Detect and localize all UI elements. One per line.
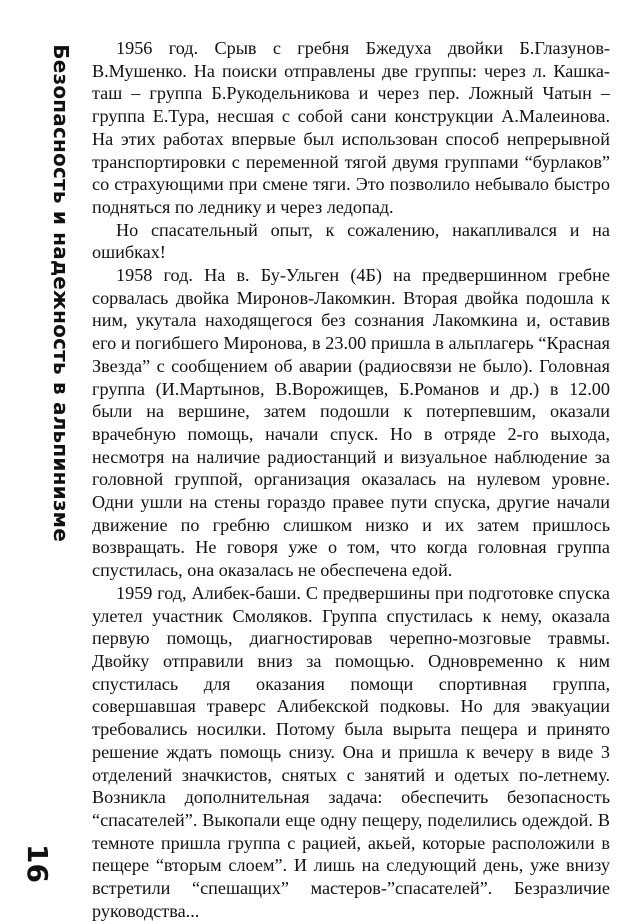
body-text xyxy=(92,37,610,922)
paragraph: 1956 год. Срыв с гребня Бжедуха двойки Б.Глазунов-В.Мушенко. На поиски отправлены две группы: через л. Кашка-таш – группа Б.Рукодельникова и через пер. Ложный Чатын – группа Е.Тура, несшая с собой сани конструкции А.Малеинова. На этих работах впервые был использован способ непрерывной транспортировки с переменной тягой двумя группами “бурлаков” со страхующими при смене тяги. Это позволило небывало быстро подняться по леднику и через ледопад. xyxy=(92,38,610,217)
paragraph: Но спасательный опыт, к сожалению, накапливался и на ошибках! xyxy=(92,219,610,263)
paragraph: 1959 год, Алибек-баши. С предвершины при подготовке спуска улетел участник Смоляков. Группа спустилась к нему, оказала первую помощь, диагностировав черепно-мозговые травмы. Двойку отправили вниз за помощью. Одновременно к ним спустилась для оказания помощи спортивная группа, совершавшая траверс Алибекской подковы. Но для эвакуации требовались носилки. Потому была вырыта пещера и принято решение ждать помощь снизу. Она и пришла к вечеру в виде 3 отделений значкистов, снятых с занятий и одетых по-летнему. Возникла дополнительная задача: обеспечить безопасность “спасателей”. Выкопали еще одну пещеру, поделились одеждой. В темноте пришла группа с рацией, акьей, которые расположили в пещере “вторым слоем”. И лишь на следующий день, уже внизу встретили “спешащих” мастеров-”спасателей”. Безразличие руководства... xyxy=(92,582,610,921)
section-title: Безопасность и надежность в альпинизме xyxy=(49,44,73,542)
page-number: 16 xyxy=(21,844,54,883)
paragraph: 1958 год. На в. Бу-Ульген (4Б) на предвершинном гребне сорвалась двойка Миронов-Лакомкин. Вторая двойка подошла к ним, укутала находящегося без сознания Лакомкина и, оставив его и погибшего Миронова, в 23.00 пришла в альплагерь “Красная Звезда” с сообщением об аварии (радиосвязи не было). Головная группа (И.Мартынов, В.Ворожищев, Б.Романов и др.) в 12.00 были на вершине, затем подошли к потерпевшим, оказали врачебную помощь, начали спуск. Но в отряде 2-го выхода, несмотря на наличие радиостанций и визуальное наблюдение за головной группой, организация оказалась на нулевом уровне. Одни ушли на стены гораздо правее пути спуска, другие начали движение по гребню слишком низко и их затем пришлось возвращать. Не говоря уже о том, что когда головная группа спустилась, она оказалась не обеспечена едой. xyxy=(92,265,610,581)
